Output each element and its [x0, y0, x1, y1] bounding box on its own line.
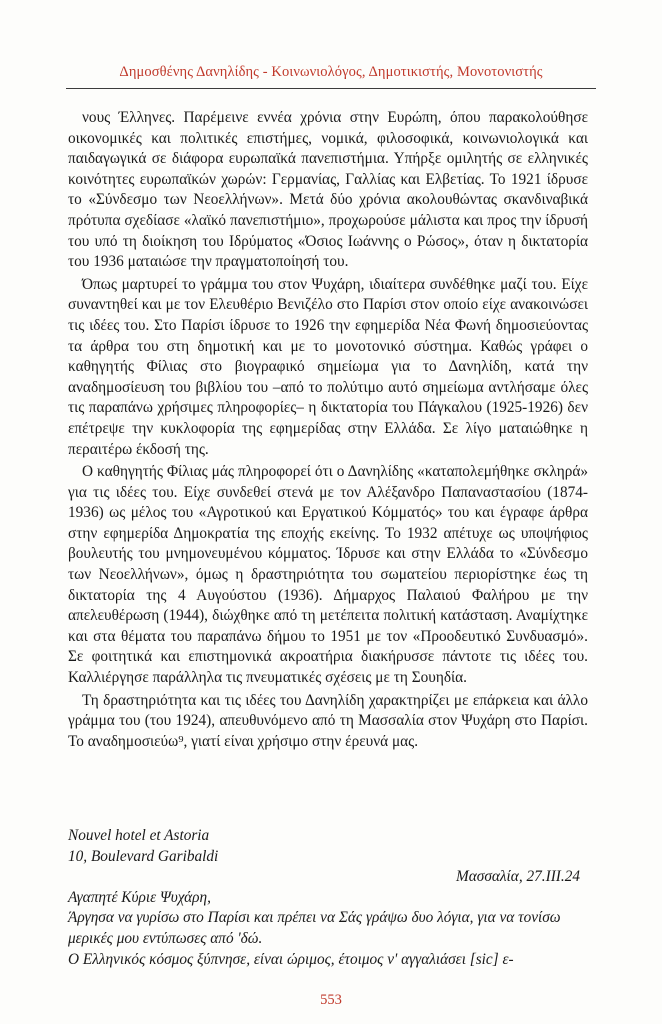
paragraph-3: Ο καθηγητής Φίλιας μάς πληροφορεί ότι ο Δανηλίδης «καταπολεμήθηκε σκληρά» για τις ιδέες του. Είχε συνδεθεί στενά με τον Αλέξανδρο Παπαναστασίου (1874-1936) ως μέλος του «Αγροτικού και Εργατικού Κόμματός» του και έγραφε άρθρα στην εφημερίδα Δημοκρατία της εποχής εκείνης. Το 1932 απέτυχε ως υποψήφιος βουλευτής του μνημονευμένου κόμματος. Ίδρυσε και στην Ελλάδα το «Σύνδεσμο των Νεοελλήνων», όμως η δραστηριότητα του σωματείου περιορίστηκε έως τη δικτατορία της 4 Αυγούστου (1936). Δήμαρχος Παλαιού Φαλήρου με την απελευθέρωση (1944), διώχθηκε από τη μετέπειτα πολιτική κατάσταση. Αναμίχτηκε και στα θέματα του παραπάνω δήμου το 1951 με τον «Προοδευτικό Συνδυασμό». Σε φοιτητικά και επιστημονικά ακροατήρια διακήρυσσε πάντοτε τις ιδέες του. Καλλιέργησε παράλληλα τις πνευματικές σχέσεις με τη Σουηδία.: [68, 463, 588, 687]
paragraph-4: Τη δραστηριότητα και τις ιδέες του Δανηλίδη χαρακτηρίζει με επάρκεια και άλλο γράμμα του (του 1924), απευθυνόμενο από τη Μασσαλία στον Ψυχάρη στο Παρίσι. Το αναδημοσιεύω⁹, γιατί είναι χρήσιμο στην έρευνά μας.: [68, 691, 588, 750]
page-number: 553: [320, 992, 342, 1008]
paragraph-1: νους Έλληνες. Παρέμεινε εννέα χρόνια στην Ευρώπη, όπου παρακολούθησε οικονομικές και πολιτικές επιστήμες, νομικά, φιλοσοφικά, κοινωνιολογικά και παιδαγωγικά σε διάφορα ευρωπαϊκά πανεπιστήμια. Υπήρξε ομιλητής σε ελληνικές κοινότητες ευρωπαϊκών χωρών: Γερμανίας, Γαλλίας και Ελβετίας. Το 1921 ίδρυσε το «Σύνδεσμο των Νεοελλήνων». Μετά δύο χρόνια ακολουθώντας σκανδιναβικά πρότυπα σχεδίασε «λαϊκό πανεπιστήμιο», προχωρούσε μάλιστα και προς την ίδρυσή του υπό τη διοίκηση του Ιδρύματος «Όσιος Ιωάννης ο Ρώσος», όταν η δικτατορία του 1936 ματαιώσε την πραγματοποίησή του.: [68, 109, 588, 271]
paragraph-2: Όπως μαρτυρεί το γράμμα του στον Ψυχάρη, ιδιαίτερα συνδέθηκε μαζί του. Είχε συναντηθεί και με τον Ελευθέριο Βενιζέλο στο Παρίσι στον οποίο είχε ανακοινώσει τις ιδέες του. Στο Παρίσι ίδρυσε το 1926 την εφημερίδα Νέα Φωνή δημοσιεύοντας τα άρθρα του στη δημοτική και με το μονοτονικό σύστημα. Καθώς γράφει ο καθηγητής Φίλιας στο βιογραφικό σημείωμα για το Δανηλίδη, κατά την αναδημοσίευση του βιβλίου του –από το πολύτιμο αυτό σημείωμα αντλήσαμε όλες τις παραπάνω χρήσιμες πληροφορίες– η δικτατορία του Πάγκαλου (1925-1926) δεν επέτρεψε την κυκλοφορία της εφημερίδας στην Ελλάδα. Σε λίγο ματαιώθηκε η περαιτέρω έκδοσή της.: [68, 275, 588, 458]
letter-salutation: Αγαπητέ Κύριε Ψυχάρη,: [68, 888, 211, 906]
letter-line-1: Άργησα να γυρίσω στο Παρίσι και πρέπει να Σάς γράψω δυο λόγια, για να τονίσω μερικές μου εντύπωσες από 'δώ.: [68, 909, 561, 947]
letter-address-line-2: 10, Boulevard Garibaldi: [68, 847, 219, 865]
quoted-letter: [68, 826, 588, 970]
letter-address-line-1: Nouvel hotel et Astoria: [68, 827, 210, 844]
body-text: [68, 108, 588, 752]
letter-line-2: Ο Ελληνικός κόσμος ξύπνησε, είναι ώριμος, έτοιμος ν' αγγαλιάσει [sic] ε-: [68, 950, 514, 968]
letter-date: Μασσαλία, 27.ΙΙΙ.24: [456, 868, 580, 886]
running-header-title: Δημοσθένης Δανηλίδης - Κοινωνιολόγος, Δημοτικιστής, Μονοτονιστής: [119, 64, 543, 80]
header-rule: [66, 88, 596, 89]
